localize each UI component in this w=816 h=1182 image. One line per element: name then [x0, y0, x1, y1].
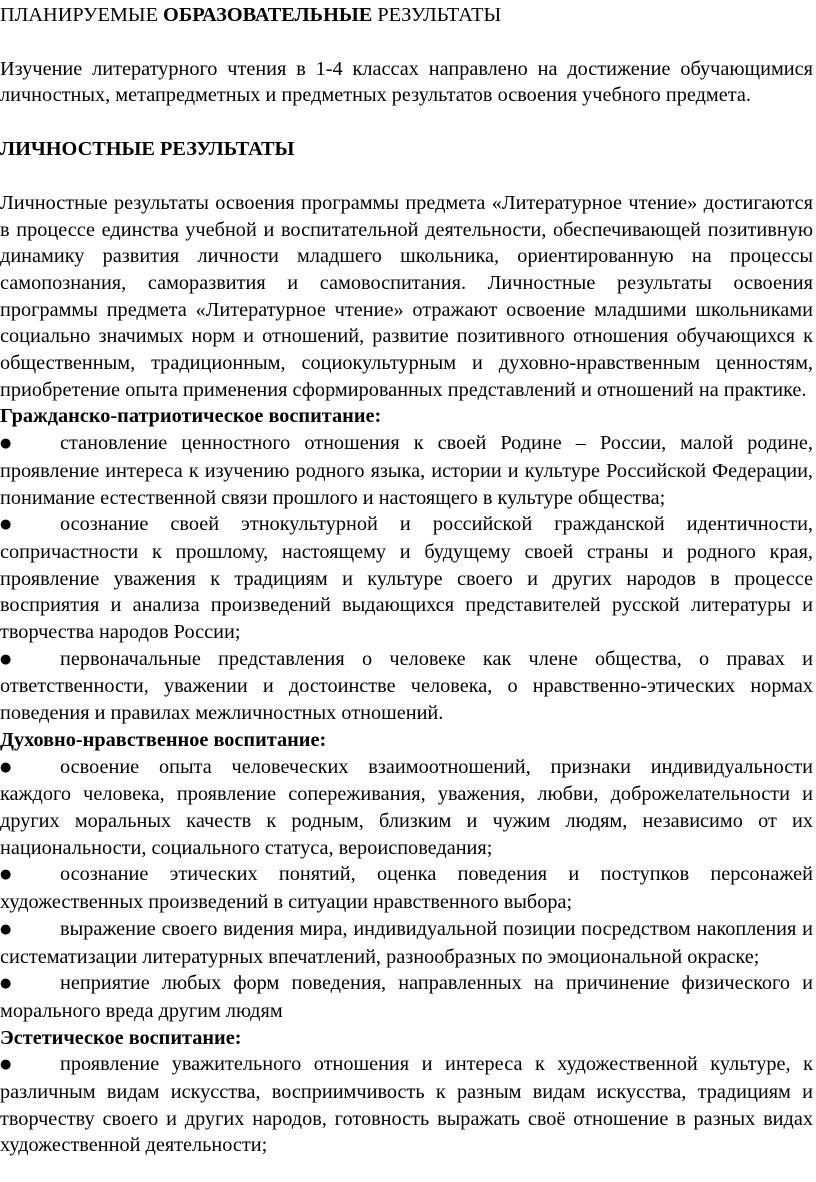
list-item	[0, 754, 813, 862]
bullet-icon: ●	[0, 1057, 12, 1073]
title-word-2: ОБРАЗОВАТЕЛЬНЫЕ	[163, 4, 373, 26]
spacer	[0, 109, 813, 136]
personal-results-paragraph: Личностные результаты освоения программы предмета «Литературное чтение» достигаются в процессе единства учебной и воспитательной деятельности, обеспечивающей позитивную динамику развития личности младшего школьника, ориентированную на процессы самопознания, саморазвития и самовоспитания. Личностные результаты освоения программы предмета «Литературное чтение» отражают освоение младшими школьниками социально значимых норм и отношений, развитие позитивного отношения обучающихся к общественным, традиционным, социокультурным и духовно-нравственным ценностям, приобретение опыта применения сформированных представлений и отношений на практике.	[0, 191, 813, 401]
bullet-icon: ●	[0, 976, 12, 992]
bullet-icon: ●	[0, 921, 12, 937]
list-item-text: неприятие любых форм поведения, направленных на причинение физического и морального вреда другим людям	[0, 972, 813, 1022]
section-title-civic: Гражданско-патриотическое воспитание:	[0, 405, 382, 428]
list-item	[0, 646, 813, 727]
title-word-1: ПЛАНИРУЕМЫЕ	[0, 4, 164, 26]
list-item	[0, 430, 813, 511]
spacer	[0, 29, 813, 56]
bullet-icon: ●	[0, 867, 12, 883]
list-item-text: освоение опыта человеческих взаимоотношений, признаки индивидуальности каждого человека, проявление сопереживания, уважения, любви, доброжелательности и других моральных качеств к родным, близким и чужим людям, независимо от их национальности, социального статуса, вероисповедания;	[0, 755, 813, 859]
intro-paragraph: Изучение литературного чтения в 1-4 классах направлено на достижение обучающимися личностных, метапредметных и предметных результатов освоения учебного предмета.	[0, 57, 813, 107]
bullet-icon: ●	[0, 517, 12, 533]
list-item-text: осознание этических понятий, оценка поведения и поступков персонажей художественных произведений в ситуации нравственного выбора;	[0, 863, 813, 914]
title-word-3: РЕЗУЛЬТАТЫ	[372, 4, 502, 26]
list-item	[0, 970, 813, 1024]
list-item	[0, 861, 813, 915]
list-item	[0, 916, 813, 970]
list-item-text: первоначальные представления о человеке как члене общества, о правах и ответственности, уважении и достоинстве человека, о нравственно-этических нормах поведения и правилах межличностных отношений.	[0, 647, 813, 725]
section-title-aesthetic: Эстетическое воспитание:	[0, 1026, 242, 1049]
list-item	[0, 511, 813, 646]
list-item	[0, 1051, 813, 1159]
document-title	[0, 2, 813, 29]
list-item-text: выражение своего видения мира, индивидуальной позиции посредством накопления и систематизации литературных впечатлений, разнообразных по эмоциональной окраске;	[0, 917, 813, 968]
spacer	[0, 163, 813, 190]
bullet-icon: ●	[0, 759, 12, 775]
list-item-text: осознание своей этнокультурной и российской гражданской идентичности, сопричастности к прошлому, настоящему и будущему своей страны и родного края, проявление уважения к традициям и культуре своего и других народов в процессе восприятия и анализа произведений выдающихся представителей русской литературы и творчества народов России;	[0, 513, 813, 644]
list-item-text: проявление уважительного отношения и интереса к художественной культуре, к различным видам искусства, восприимчивость к разным видам искусства, традициям и творчеству своего и других народов, готовность выражать своё отношение в разных видах художественной деятельности;	[0, 1053, 813, 1157]
section-title-moral: Духовно-нравственное воспитание:	[0, 728, 327, 751]
personal-results-heading: ЛИЧНОСТНЫЕ РЕЗУЛЬТАТЫ	[0, 138, 295, 161]
list-item-text: становление ценностного отношения к своей Родине – России, малой родине, проявление интереса к изучению родного языка, истории и культуре Российской Федерации, понимание естественной связи прошлого и настоящего в культуре общества;	[0, 432, 813, 509]
bullet-icon: ●	[0, 436, 12, 452]
bullet-icon: ●	[0, 651, 12, 667]
